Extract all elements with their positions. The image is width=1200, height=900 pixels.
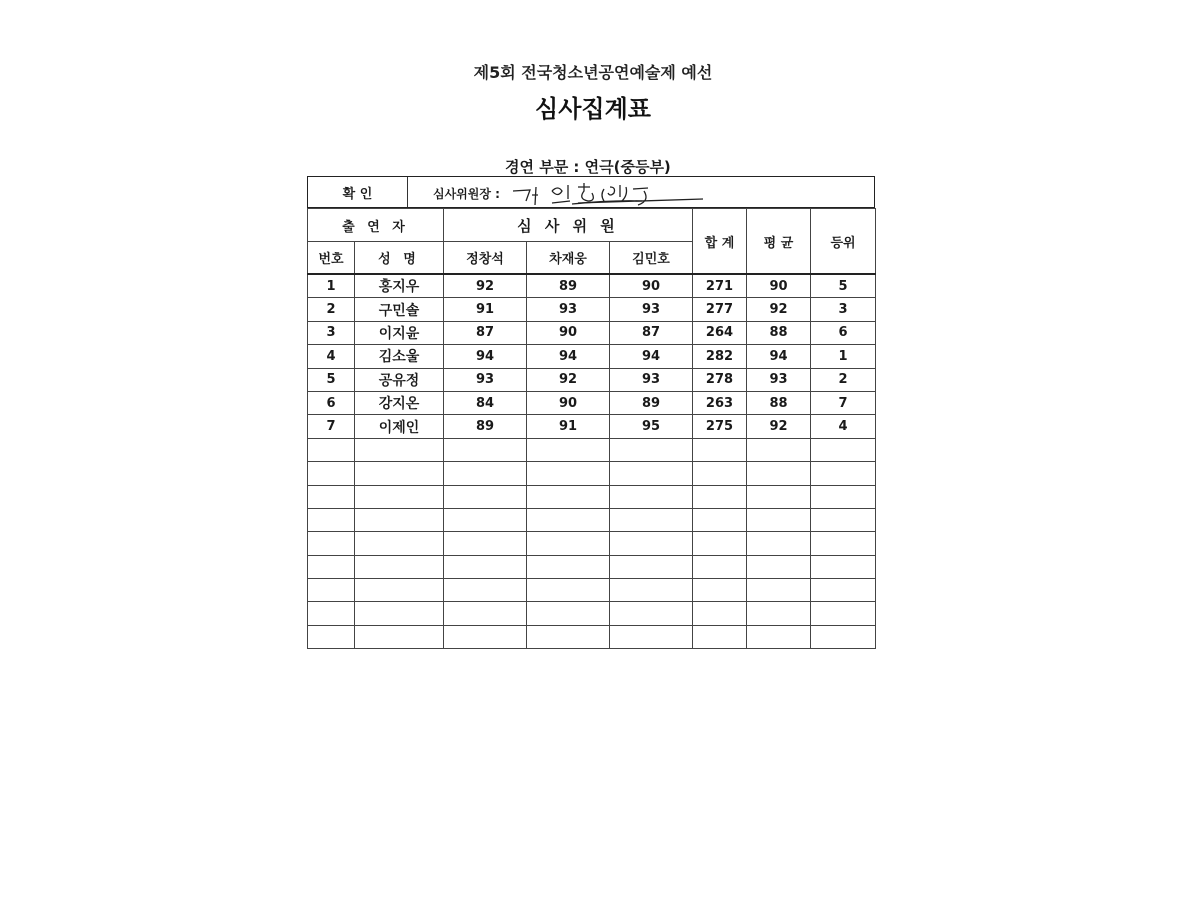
- average-header: 평 균: [747, 209, 811, 275]
- contestant-name: 김소울: [355, 345, 444, 368]
- empty-cell: [610, 462, 693, 485]
- empty-cell: [811, 438, 876, 461]
- empty-cell: [355, 602, 444, 625]
- performer-group-header: 출 연 자: [308, 209, 444, 242]
- judges-group-header: 심 사 위 원: [444, 209, 693, 242]
- empty-cell: [444, 485, 527, 508]
- empty-cell: [527, 462, 610, 485]
- empty-cell: [444, 462, 527, 485]
- judge-3-score: 89: [610, 391, 693, 414]
- empty-table-row: [308, 579, 876, 602]
- average-score: 90: [747, 274, 811, 298]
- judge-2-score: 93: [527, 298, 610, 321]
- empty-cell: [355, 508, 444, 531]
- judge-1-score: 91: [444, 298, 527, 321]
- average-score: 94: [747, 345, 811, 368]
- empty-cell: [355, 555, 444, 578]
- empty-cell: [444, 532, 527, 555]
- total-score: 271: [693, 274, 747, 298]
- average-score: 88: [747, 391, 811, 414]
- empty-cell: [308, 602, 355, 625]
- rank-header: 등위: [811, 209, 876, 275]
- judge-2-score: 91: [527, 415, 610, 438]
- name-header: 성 명: [355, 242, 444, 275]
- empty-cell: [527, 438, 610, 461]
- contestant-name: 홍지우: [355, 274, 444, 298]
- empty-cell: [355, 485, 444, 508]
- empty-cell: [527, 625, 610, 648]
- empty-cell: [355, 579, 444, 602]
- empty-cell: [693, 579, 747, 602]
- contestant-name: 이제인: [355, 415, 444, 438]
- contestant-name: 공유정: [355, 368, 444, 391]
- empty-cell: [693, 625, 747, 648]
- empty-cell: [693, 555, 747, 578]
- empty-cell: [527, 555, 610, 578]
- empty-cell: [693, 508, 747, 531]
- page-title: 심사집계표: [535, 95, 651, 123]
- handwritten-signature: [508, 179, 708, 209]
- empty-cell: [811, 625, 876, 648]
- judge-3-score: 87: [610, 321, 693, 344]
- table-row: [308, 298, 876, 321]
- table-row: [308, 345, 876, 368]
- judge-3-score: 95: [610, 415, 693, 438]
- empty-cell: [747, 508, 811, 531]
- empty-cell: [747, 602, 811, 625]
- average-score: 93: [747, 368, 811, 391]
- judge-2-score: 92: [527, 368, 610, 391]
- row-number: 6: [308, 391, 355, 414]
- empty-cell: [811, 508, 876, 531]
- empty-cell: [444, 555, 527, 578]
- contestant-name: 강지온: [355, 391, 444, 414]
- empty-table-row: [308, 508, 876, 531]
- judge-1-score: 94: [444, 345, 527, 368]
- confirm-label: 확 인: [308, 177, 408, 207]
- judge-3-score: 93: [610, 368, 693, 391]
- judge-1-score: 89: [444, 415, 527, 438]
- empty-cell: [527, 602, 610, 625]
- empty-cell: [693, 602, 747, 625]
- empty-cell: [444, 602, 527, 625]
- row-number: 3: [308, 321, 355, 344]
- number-header: 번호: [308, 242, 355, 275]
- table-row: [308, 368, 876, 391]
- judge-3-score: 90: [610, 274, 693, 298]
- empty-cell: [811, 485, 876, 508]
- empty-cell: [747, 485, 811, 508]
- empty-cell: [527, 485, 610, 508]
- empty-cell: [747, 532, 811, 555]
- judge-1-score: 93: [444, 368, 527, 391]
- empty-cell: [308, 625, 355, 648]
- total-score: 278: [693, 368, 747, 391]
- empty-cell: [693, 532, 747, 555]
- empty-cell: [308, 579, 355, 602]
- empty-cell: [308, 532, 355, 555]
- competition-subtitle: 제5회 전국청소년공연예술제 예선: [473, 63, 713, 82]
- judge-1-header: 정창석: [444, 242, 527, 275]
- empty-cell: [610, 602, 693, 625]
- rank: 2: [811, 368, 876, 391]
- empty-cell: [355, 462, 444, 485]
- judge-2-score: 90: [527, 391, 610, 414]
- empty-cell: [355, 532, 444, 555]
- empty-table-row: [308, 485, 876, 508]
- chief-judge-label: 심사위원장 :: [433, 187, 500, 201]
- rank: 5: [811, 274, 876, 298]
- average-score: 92: [747, 298, 811, 321]
- empty-cell: [747, 555, 811, 578]
- score-table: [307, 208, 876, 649]
- empty-table-row: [308, 438, 876, 461]
- empty-cell: [747, 438, 811, 461]
- empty-cell: [444, 625, 527, 648]
- empty-cell: [811, 462, 876, 485]
- empty-cell: [811, 532, 876, 555]
- empty-cell: [527, 579, 610, 602]
- empty-cell: [308, 462, 355, 485]
- confirmation-row: [307, 176, 875, 208]
- total-score: 275: [693, 415, 747, 438]
- judge-2-header: 차재웅: [527, 242, 610, 275]
- contestant-name: 구민솔: [355, 298, 444, 321]
- table-row: [308, 274, 876, 298]
- empty-cell: [355, 438, 444, 461]
- total-score: 282: [693, 345, 747, 368]
- empty-cell: [693, 438, 747, 461]
- rank: 4: [811, 415, 876, 438]
- empty-cell: [693, 485, 747, 508]
- empty-cell: [747, 625, 811, 648]
- empty-cell: [811, 602, 876, 625]
- empty-cell: [693, 462, 747, 485]
- empty-cell: [610, 555, 693, 578]
- row-number: 2: [308, 298, 355, 321]
- empty-cell: [308, 438, 355, 461]
- empty-cell: [355, 625, 444, 648]
- judge-2-score: 89: [527, 274, 610, 298]
- rank: 7: [811, 391, 876, 414]
- rank: 3: [811, 298, 876, 321]
- row-number: 4: [308, 345, 355, 368]
- total-header: 합 계: [693, 209, 747, 275]
- judge-2-score: 94: [527, 345, 610, 368]
- average-score: 88: [747, 321, 811, 344]
- rank: 1: [811, 345, 876, 368]
- category-label: 경연 부문 : 연극(중등부): [505, 158, 671, 176]
- average-score: 92: [747, 415, 811, 438]
- judge-3-score: 94: [610, 345, 693, 368]
- empty-cell: [308, 508, 355, 531]
- judge-3-score: 93: [610, 298, 693, 321]
- row-number: 7: [308, 415, 355, 438]
- empty-cell: [811, 579, 876, 602]
- empty-cell: [610, 625, 693, 648]
- judge-2-score: 90: [527, 321, 610, 344]
- empty-table-row: [308, 625, 876, 648]
- empty-cell: [747, 462, 811, 485]
- empty-table-row: [308, 555, 876, 578]
- contestant-name: 이지윤: [355, 321, 444, 344]
- empty-cell: [444, 438, 527, 461]
- empty-cell: [811, 555, 876, 578]
- total-score: 263: [693, 391, 747, 414]
- row-number: 5: [308, 368, 355, 391]
- empty-cell: [610, 532, 693, 555]
- empty-cell: [444, 508, 527, 531]
- empty-table-row: [308, 532, 876, 555]
- judge-1-score: 84: [444, 391, 527, 414]
- table-row: [308, 415, 876, 438]
- table-row: [308, 391, 876, 414]
- empty-table-row: [308, 462, 876, 485]
- judge-1-score: 92: [444, 274, 527, 298]
- row-number: 1: [308, 274, 355, 298]
- empty-cell: [527, 508, 610, 531]
- total-score: 264: [693, 321, 747, 344]
- empty-cell: [747, 579, 811, 602]
- empty-cell: [610, 579, 693, 602]
- judge-3-header: 김민호: [610, 242, 693, 275]
- empty-cell: [610, 508, 693, 531]
- empty-cell: [527, 532, 610, 555]
- judge-1-score: 87: [444, 321, 527, 344]
- total-score: 277: [693, 298, 747, 321]
- empty-cell: [610, 485, 693, 508]
- empty-table-row: [308, 602, 876, 625]
- table-row: [308, 321, 876, 344]
- empty-cell: [308, 485, 355, 508]
- empty-cell: [610, 438, 693, 461]
- rank: 6: [811, 321, 876, 344]
- empty-cell: [444, 579, 527, 602]
- empty-cell: [308, 555, 355, 578]
